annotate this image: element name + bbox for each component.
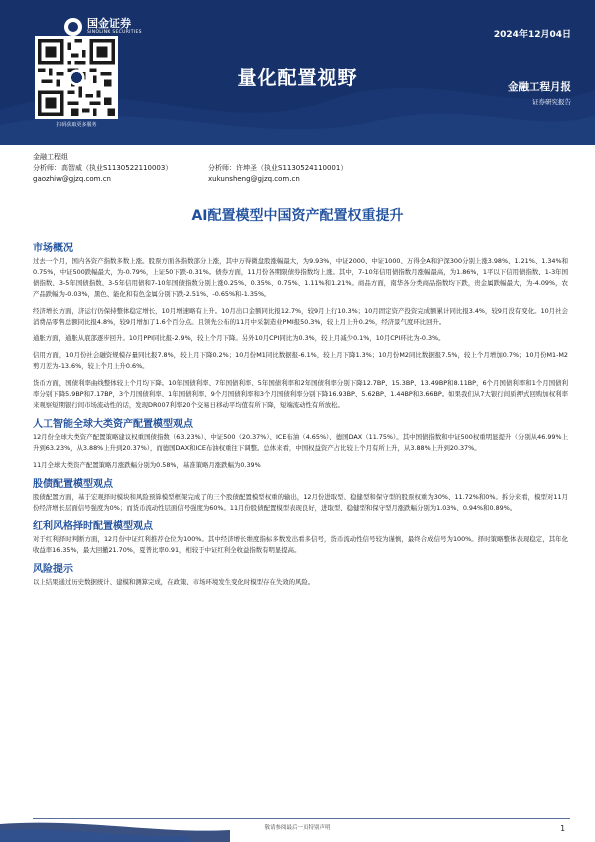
market-paragraph-1: 过去一个月，国内各资产指数多数上涨。股票方面各指数部分上涨，其中万得微盘股涨幅最大，为9.93%，中证2000、中证1000、万得全A和沪深300分别上涨3.98%、1.21%、1.34%和0.75%，中证500跌幅最大，为-0.79%，上证50下跌-0.31%。债券方面，11月份各期限债券指数均上涨。其中，7-10年信用债指数月涨幅最高，为1.86%，1平以下信用债指数、1-3年国债指数、3-5年国债指数、3-5年信用债和7-10年国债指数分别上涨0.25%、0.35%、0.75%、1.11%和1.21%。商品方面，南华各分类商品指数均下跌，贵金属跌幅最大，为-4.09%，农产品跌幅为-0.03%，黑色、能化和有色金属分别下跌-2.51%、-0.65%和-1.35%。 [33,257,568,298]
market-paragraph-2: 经济增长方面，济运行仍保持整体稳定增长，10月增速略有上升。10月出口金额同比报12.7%，较9月上行10.3%；10月固定资产投资完成额累计同比报3.4%，较9月没有变化。10月社会消费品零售总额同比报4.8%，较9月增加了1.6个百分点。且领先公布的11月中采制造业PMI报50.3%，较上月上升0.2%，经济景气度环比回升。 [33,306,568,326]
report-headline: AI配置模型中国资产配置权重提升 [191,208,404,224]
dividend-paragraph-1: 对于红利择时判断方面，12月份中证红利推荐仓位为100%。其中经济增长维度指标多数发出看多信号，货币流动性信号较为谨慎，最终合成信号为100%。择时策略整体表现稳定，其年化收益率16.35%，最大回撤21.70%，夏普比率0.91，相较于中证红利全收益指数有明显提高。 [33,535,568,555]
ai-paragraph-2: 11月全球大类资产配置策略月涨跌幅分别为0.58%，基准策略月涨跌幅为0.39% [33,460,261,469]
report-type: 金融工程月报 [508,81,571,93]
section-title-dividend: 红利风格择时配置模型观点 [33,521,153,533]
analyst-1-email[interactable]: gaozhiw@gjzq.com.cn [33,175,111,183]
author-block [33,152,347,185]
analyst-2: 分析师：许坤圣（执业S1130524110001） [208,164,348,172]
section-title-stockbond: 股债配置模型观点 [33,478,113,490]
market-paragraph-4: 信用方面，10月份社会融资规模存量同比报7.8%，较上月下降0.2%；10月份M1同比数据报-6.1%，较上月下降1.3%；10月份M2同比数据报7.5%，较上个月增加0.7%；10月份M1-M2剪刀差为-13.6%，较上个月上升0.6%。 [33,351,568,371]
report-title: 量化配置视野 [237,67,358,89]
page-number: 1 [560,824,565,833]
logo-name-en: SINOLINK SECURITIES [87,30,142,35]
page-footer [0,822,595,842]
logo-mark-icon [64,18,82,36]
logo-name-cn: 国金证券 [87,17,131,30]
ai-paragraph-1: 12月份全球大类资产配置策略建议权重国债指数（63.23%）、中证500（20.37%）、ICE布油（4.65%）、德国DAX（11.75%）。其中国债指数和中证500权重明显提升（分别从46.99%上升到63.23%，从3.88%上升到20.37%），而德国DAX和ICE布油权重往下调整。总体来看，中国权益资产占比较上个月有所上升，从3.88%上升到20.37%。 [33,432,568,452]
stockbond-paragraph-1: 股债配置方面，基于宏观择时模块和风险预算模型框架完成了的三个股债配置模型权重的输出，12月份进取型、稳健型和保守型的股票权重为30%、11.72%和0%。拆分来看，模型对11月份经济增长层面信号强度为0%；而货币流动性层面信号强度为60%。11月份股债配置模型表现良好，进取型、稳健型和保守型月涨跌幅分别为1.03%、0.94%和0.89%。 [33,492,568,512]
qr-caption: 扫码获取更多服务 [56,122,97,128]
disclaimer-note: 敬请参阅最后一页特别声明 [264,825,331,831]
section-title-market: 市场概况 [33,243,73,254]
section-title-ai: 人工智能全球大类资产配置模型观点 [33,418,193,430]
company-logo [64,18,142,36]
analyst-2-email[interactable]: xukunsheng@gjzq.com.cn [208,175,300,183]
analyst-1: 分析师：高智威（执业S1130522110003） [33,164,173,172]
report-subtype: 证券研究报告 [532,98,571,106]
market-paragraph-5: 货币方面，国债利率曲线整体较上个月均下降。10年国债利率、7年国债利率、5年国债利率和2年国债利率分别下降12.7BP、15.3BP、13.49BP和8.11BP，6个月国债利率和1个月国债利率分别下降5.9BP和7.17BP，3个月国债利率、1年国债利率、9个月国债利率和3个月国债利率分别下降16.93BP、5.62BP、1.44BP和3.66BP。如果我们从7大银行间质押式回购加权利率来观察短期银行间市场流动性的话，发现DR007利率20个交易日移动平均值有所下降，短端流动性有所放松。 [33,379,568,409]
author-group: 金融工程组 [33,153,68,161]
report-header [0,0,595,145]
report-body [33,235,568,594]
risk-paragraph-1: 以上结果通过历史数据统计、建模和测算完成，在政策、市场环境发生变化时模型存在失效的风险。 [33,578,315,587]
section-title-risk: 风险提示 [33,564,73,576]
report-date: 2024年12月04日 [493,30,571,40]
market-paragraph-3: 通胀方面，通胀从底部逐步回升。10月PPI同比报-2.9%，较上个月下降。另外10月CPI同比为0.3%，较上月减少0.1%，10月CPI环比为-0.3%。 [33,334,445,343]
